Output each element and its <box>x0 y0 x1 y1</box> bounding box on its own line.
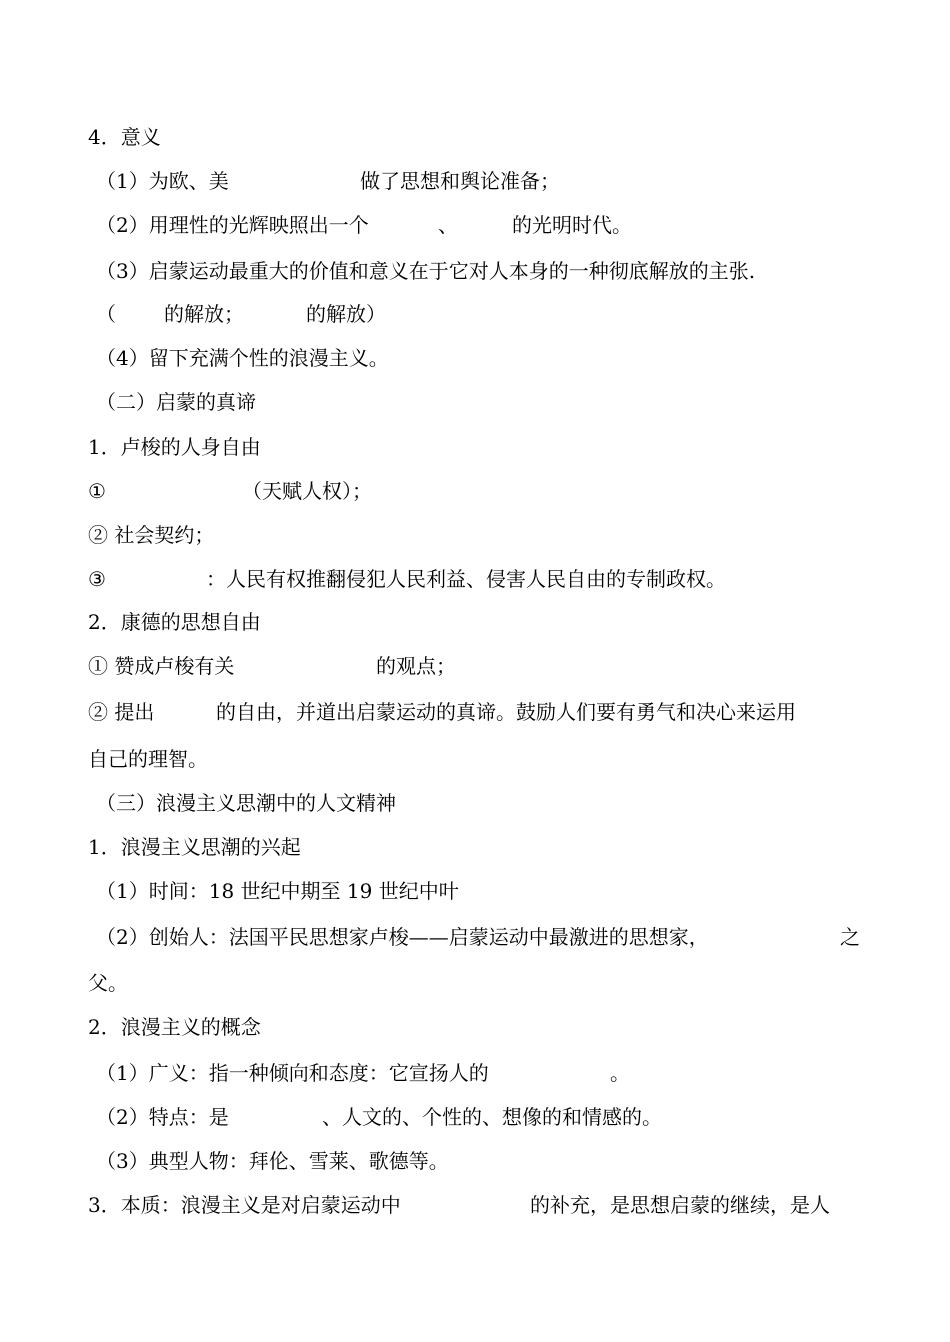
line-text: 、人文的、个性的、想像的和情感的。 <box>322 1105 662 1129</box>
line-essence <box>88 1192 830 1218</box>
line-text: 的补充，是思想启蒙的继续，是人 <box>530 1193 830 1217</box>
line-text: 2．康德的思想自由 <box>88 610 261 634</box>
line-text: 的自由，并道出启蒙运动的真谛。鼓励人们要有勇气和决心来运用 <box>216 700 796 724</box>
heading-rousseau <box>88 434 261 460</box>
line-significance-4 <box>96 345 389 371</box>
line-concept-2 <box>96 1104 662 1130</box>
line-concept-3 <box>96 1148 449 1174</box>
line-text: （2）用理性的光辉映照出一个 <box>96 213 369 237</box>
line-text: （3）启蒙运动最重大的价值和意义在于它对人本身的一种彻底解放的主张. <box>96 259 756 283</box>
line-rise-1 <box>96 878 459 904</box>
line-text: 1．浪漫主义思潮的兴起 <box>88 835 301 859</box>
line-text: （2）特点：是 <box>96 1105 229 1129</box>
line-significance-3 <box>96 258 756 284</box>
line-rousseau-3 <box>88 566 726 592</box>
line-text: （4）留下充满个性的浪漫主义。 <box>96 346 389 370</box>
line-significance-1 <box>96 168 560 194</box>
line-text: 的解放） <box>306 302 386 326</box>
line-text: （ <box>96 302 116 326</box>
line-rise-2-cont <box>88 970 128 996</box>
line-significance-3-cont <box>88 301 386 327</box>
line-text: 自己的理智。 <box>88 747 208 771</box>
line-kant-1 <box>88 653 456 679</box>
line-text: ② 社会契约； <box>88 523 215 547</box>
heading-kant <box>88 609 261 635</box>
line-text: 做了思想和舆论准备； <box>360 169 560 193</box>
line-text: （1）为欧、美 <box>96 169 229 193</box>
line-text: ：人民有权推翻侵犯人民利益、侵害人民自由的专制政权。 <box>206 567 726 591</box>
line-text: 的解放； <box>164 302 244 326</box>
line-rousseau-2 <box>88 522 215 548</box>
line-text: （1）广义：指一种倾向和态度：它宣扬人的 <box>96 1061 489 1085</box>
line-text: 的观点； <box>376 654 456 678</box>
line-text: （二）启蒙的真谛 <box>96 390 256 414</box>
line-text: （天赋人权）； <box>242 479 372 503</box>
line-text: 。 <box>610 1061 630 1085</box>
line-text: ③ <box>88 567 106 591</box>
line-text: ② 提出 <box>88 700 155 724</box>
line-text: （1）时间：18 世纪中期至 19 世纪中叶 <box>96 879 459 903</box>
line-text: 2．浪漫主义的概念 <box>88 1015 261 1039</box>
line-text: ① <box>88 479 106 503</box>
line-text: 3．本质：浪漫主义是对启蒙运动中 <box>88 1193 401 1217</box>
line-text: 之 <box>840 925 860 949</box>
line-text: 的光明时代。 <box>512 213 632 237</box>
heading-concept <box>88 1014 261 1040</box>
heading-enlightenment-truth <box>96 389 256 415</box>
line-text: （三）浪漫主义思潮中的人文精神 <box>96 791 396 815</box>
line-significance-2 <box>96 212 632 238</box>
line-text: （2）创始人：法国平民思想家卢梭——启蒙运动中最激进的思想家， <box>96 925 709 949</box>
heading-romanticism <box>96 790 396 816</box>
line-kant-2-cont <box>88 746 208 772</box>
line-text: 1．卢梭的人身自由 <box>88 435 261 459</box>
line-rousseau-1 <box>88 478 372 504</box>
line-text: ① 赞成卢梭有关 <box>88 654 235 678</box>
heading-significance <box>88 124 161 150</box>
line-text: 、 <box>438 213 458 237</box>
line-text: （3）典型人物：拜伦、雪莱、歌德等。 <box>96 1149 449 1173</box>
line-kant-2 <box>88 699 796 725</box>
heading-rise <box>88 834 301 860</box>
line-text: 父。 <box>88 971 128 995</box>
line-text: 4．意义 <box>88 125 161 149</box>
line-concept-1 <box>96 1060 630 1086</box>
line-rise-2 <box>96 924 860 950</box>
